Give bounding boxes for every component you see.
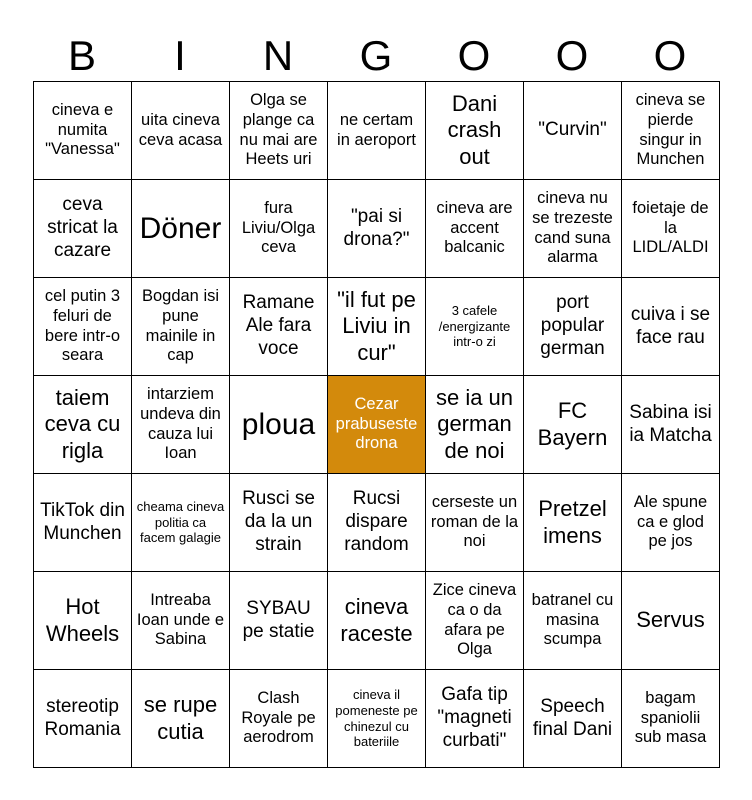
- bingo-cell[interactable]: fura Liviu/Olga ceva: [230, 180, 328, 278]
- bingo-cell[interactable]: Speech final Dani: [524, 670, 622, 768]
- bingo-cell[interactable]: cerseste un roman de la noi: [426, 474, 524, 572]
- header-letter: O: [653, 32, 687, 79]
- bingo-cell[interactable]: foietaje de la LIDL/ALDI: [622, 180, 720, 278]
- bingo-cell[interactable]: stereotip Romania: [34, 670, 132, 768]
- bingo-cell[interactable]: "il fut pe Liviu in cur": [328, 278, 426, 376]
- bingo-cell[interactable]: port popular german: [524, 278, 622, 376]
- bingo-header: [33, 30, 719, 82]
- bingo-cell[interactable]: cineva raceste: [328, 572, 426, 670]
- header-letter: O: [457, 32, 491, 79]
- bingo-cell[interactable]: Gafa tip "magneti curbati": [426, 670, 524, 768]
- bingo-cell[interactable]: FC Bayern: [524, 376, 622, 474]
- bingo-cell[interactable]: cuiva i se face rau: [622, 278, 720, 376]
- bingo-cell[interactable]: Bogdan isi pune mainile in cap: [132, 278, 230, 376]
- bingo-row: [34, 278, 720, 376]
- bingo-row: [34, 82, 720, 180]
- bingo-cell[interactable]: taiem ceva cu rigla: [34, 376, 132, 474]
- bingo-cell[interactable]: bagam spaniolii sub masa: [622, 670, 720, 768]
- bingo-cell[interactable]: cineva e numita "Vanessa": [34, 82, 132, 180]
- bingo-cell[interactable]: se rupe cutia: [132, 670, 230, 768]
- bingo-row: [34, 376, 720, 474]
- bingo-cell[interactable]: cineva are accent balcanic: [426, 180, 524, 278]
- bingo-cell[interactable]: 3 cafele /energizante intr-o zi: [426, 278, 524, 376]
- bingo-cell[interactable]: Olga se plange ca nu mai are Heets uri: [230, 82, 328, 180]
- bingo-cell[interactable]: cineva nu se trezeste cand suna alarma: [524, 180, 622, 278]
- bingo-row: [34, 474, 720, 572]
- bingo-cell[interactable]: cheama cineva politia ca facem galagie: [132, 474, 230, 572]
- bingo-cell[interactable]: SYBAU pe statie: [230, 572, 328, 670]
- bingo-grid: [33, 81, 720, 768]
- bingo-cell[interactable]: Ale spune ca e glod pe jos: [622, 474, 720, 572]
- bingo-row: [34, 670, 720, 768]
- header-letter: N: [262, 32, 294, 79]
- header-letter: B: [67, 32, 96, 79]
- bingo-cell[interactable]: "Curvin": [524, 82, 622, 180]
- bingo-cell[interactable]: Dani crash out: [426, 82, 524, 180]
- bingo-cell[interactable]: ceva stricat la cazare: [34, 180, 132, 278]
- bingo-cell[interactable]: Servus: [622, 572, 720, 670]
- bingo-cell[interactable]: Intreaba Ioan unde e Sabina: [132, 572, 230, 670]
- bingo-cell[interactable]: cineva il pomeneste pe chinezul cu bateriile: [328, 670, 426, 768]
- bingo-cell[interactable]: Ramane Ale fara voce: [230, 278, 328, 376]
- bingo-cell[interactable]: cel putin 3 feluri de bere intr-o seara: [34, 278, 132, 376]
- bingo-cell[interactable]: "pai si drona?": [328, 180, 426, 278]
- bingo-cell[interactable]: Rucsi dispare random: [328, 474, 426, 572]
- bingo-cell[interactable]: batranel cu masina scumpa: [524, 572, 622, 670]
- bingo-cell[interactable]: Zice cineva ca o da afara pe Olga: [426, 572, 524, 670]
- bingo-cell[interactable]: se ia un german de noi: [426, 376, 524, 474]
- bingo-row: [34, 572, 720, 670]
- bingo-cell[interactable]: ne certam in aeroport: [328, 82, 426, 180]
- bingo-cell[interactable]: Clash Royale pe aerodrom: [230, 670, 328, 768]
- bingo-cell[interactable]: Rusci se da la un strain: [230, 474, 328, 572]
- bingo-cell[interactable]: intarziem undeva din cauza lui Ioan: [132, 376, 230, 474]
- bingo-cell[interactable]: Hot Wheels: [34, 572, 132, 670]
- header-letter: I: [174, 32, 186, 79]
- bingo-cell[interactable]: Döner: [132, 180, 230, 278]
- bingo-cell-free[interactable]: Cezar prabuseste drona: [328, 376, 426, 474]
- header-letter: G: [359, 32, 393, 79]
- bingo-cell[interactable]: cineva se pierde singur in Munchen: [622, 82, 720, 180]
- bingo-cell[interactable]: uita cineva ceva acasa: [132, 82, 230, 180]
- bingo-cell[interactable]: Sabina isi ia Matcha: [622, 376, 720, 474]
- bingo-cell[interactable]: TikTok din Munchen: [34, 474, 132, 572]
- bingo-row: [34, 180, 720, 278]
- bingo-cell[interactable]: ploua: [230, 376, 328, 474]
- header-letter: O: [555, 32, 589, 79]
- bingo-cell[interactable]: Pretzel imens: [524, 474, 622, 572]
